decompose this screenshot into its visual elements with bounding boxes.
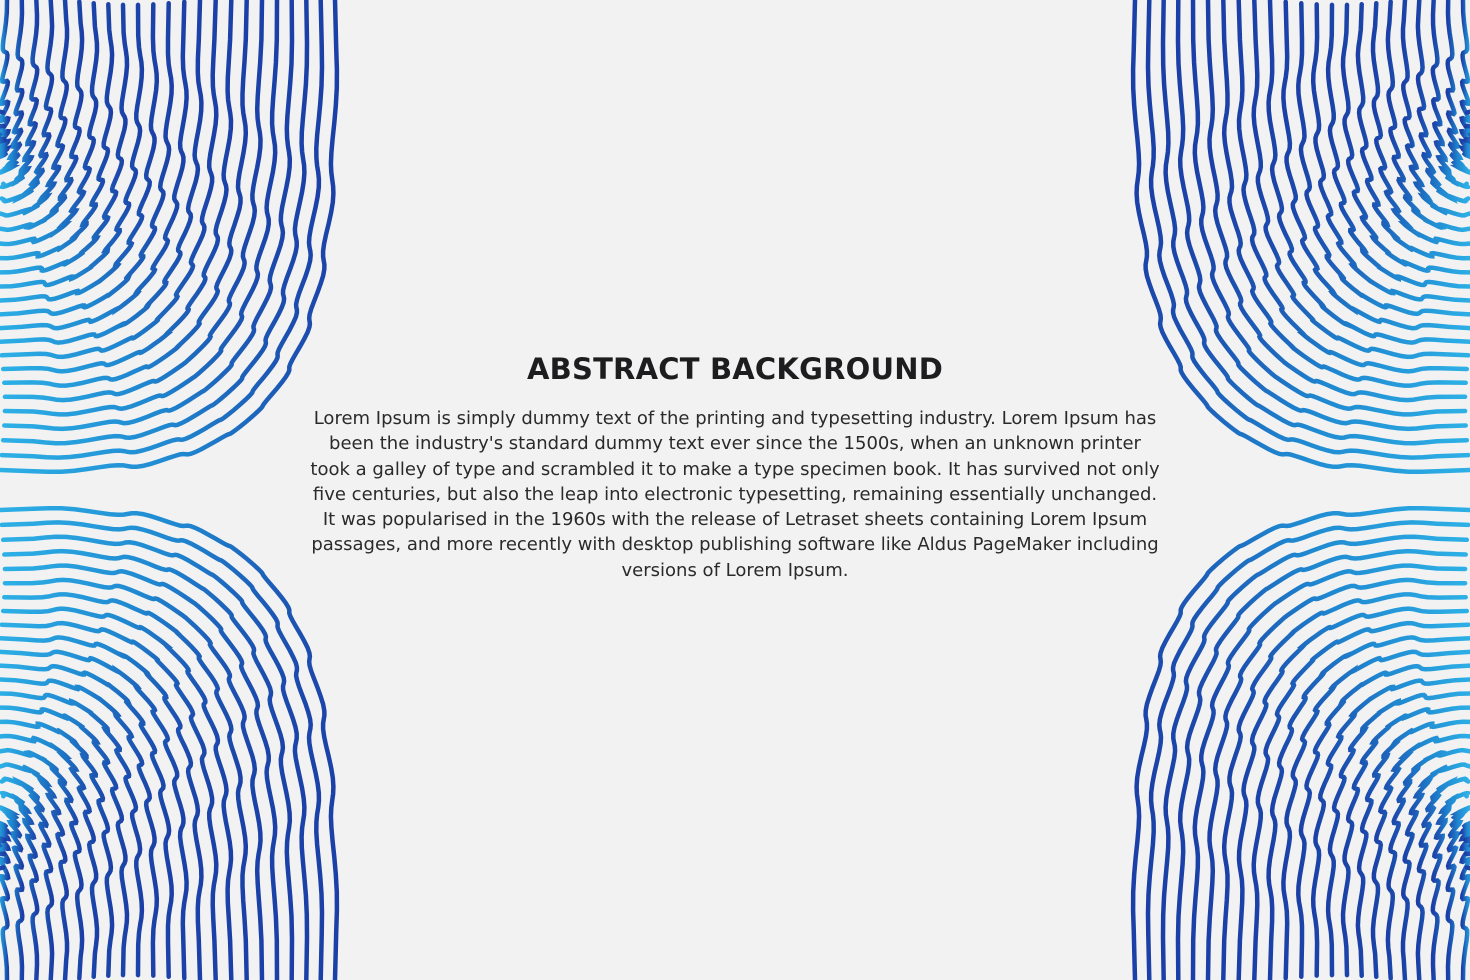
bottom-left-waves — [0, 508, 337, 980]
top-right-waves — [1133, 0, 1470, 472]
body-paragraph: Lorem Ipsum is simply dummy text of the printing and typesetting industry. Lorem Ipsum has been the industry's standard dummy text ever since the 1500s, when an unknown printer took a galley of type and scrambled it to make a type specimen book. It has survived not only five centuries, but also the leap into electronic typesetting, remaining essentially unchanged. It was popularised in the 1960s with the release of Letraset sheets containing Lorem Ipsum passages, and more recently with desktop publishing software like Aldus PageMaker including versions of Lorem Ipsum. — [310, 408, 1160, 581]
bottom-right-waves — [1133, 508, 1470, 980]
page-title: ABSTRACT BACKGROUND — [527, 352, 943, 386]
text-block — [300, 352, 1170, 583]
top-left-waves — [0, 0, 337, 472]
